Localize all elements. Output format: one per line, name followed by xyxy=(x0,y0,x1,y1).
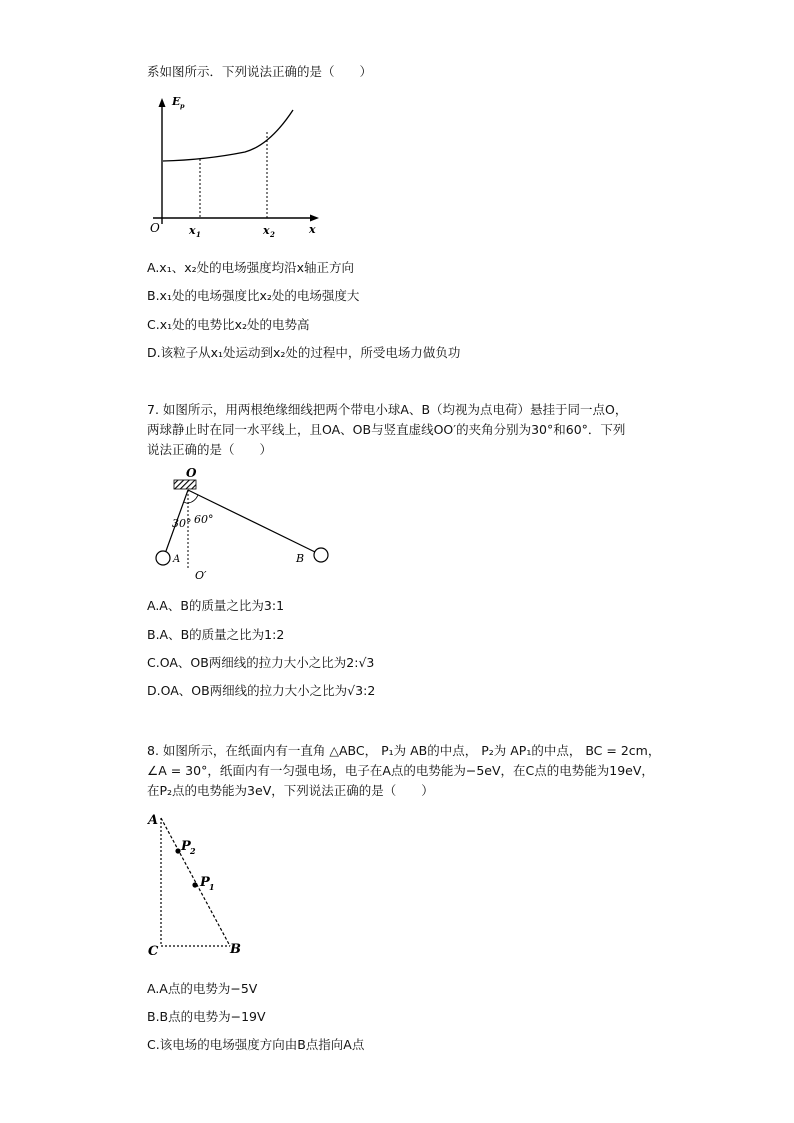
q7-option-b: B.A、B的质量之比为1:2 xyxy=(147,627,285,642)
label-a: A xyxy=(148,813,159,828)
q8-option-b: B.B点的电势为−19V xyxy=(147,1009,266,1024)
q6-option-d: D.该粒子从x₁处运动到x₂处的过程中，所受电场力做负功 xyxy=(147,345,461,360)
label-b: B xyxy=(230,942,241,957)
q6-option-b: B.x₁处的电场强度比x₂处的电场强度大 xyxy=(147,288,360,303)
x1-label: x xyxy=(189,224,196,237)
x2-label-sub: 2 xyxy=(270,230,275,239)
side-ab xyxy=(161,818,230,946)
label-p2-sub: 2 xyxy=(190,846,196,856)
label-p1-sub: 1 xyxy=(209,882,215,892)
q7-option-a: A.A、B的质量之比为3:1 xyxy=(147,598,285,613)
angle-label-b: 60° xyxy=(194,513,214,526)
x-axis-label: x xyxy=(309,223,316,236)
label-o-prime: O′ xyxy=(195,569,207,582)
y-axis-arrow xyxy=(159,98,166,107)
point-p2 xyxy=(175,848,180,853)
q7-stem-line-3: 说法正确的是（ ） xyxy=(147,442,273,457)
q6-option-c: C.x₁处的电势比x₂处的电势高 xyxy=(147,317,310,332)
label-p2: P xyxy=(181,839,191,854)
q8-stem-line-2: ∠A = 30°，纸面内有一匀强电场，电子在A点的电势能为−5eV，在C点的电势能为19eV， xyxy=(147,763,654,778)
x1-label-sub: 1 xyxy=(196,230,201,239)
q7-stem-line-1: 7. 如图所示，用两根绝缘细线把两个带电小球A、B（均视为点电荷）悬挂于同一点O， xyxy=(147,402,628,417)
q7-option-d: D.OA、OB两细线的拉力大小之比为√3:2 xyxy=(147,683,376,698)
origin-label: O xyxy=(150,221,160,235)
q6-stem-tail: 系如图所示．下列说法正确的是（ ） xyxy=(147,64,373,79)
label-a: A xyxy=(173,554,181,565)
q7-stem-line-2: 两球静止时在同一水平线上，且OA、OB与竖直虚线OO′的夹角分别为30°和60°．下列 xyxy=(147,422,626,437)
ceiling-support xyxy=(174,480,196,489)
q8-triangle-figure xyxy=(143,808,253,960)
q7-hanging-balls-figure xyxy=(150,462,335,587)
angle-label-a: 30° xyxy=(172,517,192,530)
q8-option-c: C.该电场的电场强度方向由B点指向A点 xyxy=(147,1037,365,1052)
q8-stem-line-3: 在P₂点的电势能为3eV，下列说法正确的是（ ） xyxy=(147,783,434,798)
y-axis-label: E xyxy=(172,95,181,108)
energy-curve xyxy=(163,110,293,161)
y-axis-label-sub: p xyxy=(180,102,185,110)
q8-stem-line-1: 8. 如图所示，在纸面内有一直角 △ABC， P₁为 AB的中点， P₂为 AP₁的中点， BC = 2cm， xyxy=(147,743,661,758)
point-p1 xyxy=(192,882,197,887)
angle-arc-b xyxy=(188,495,198,503)
q6-energy-graph xyxy=(145,92,330,242)
x-axis-arrow xyxy=(310,215,319,222)
ball-a xyxy=(156,551,170,565)
q7-option-c: C.OA、OB两细线的拉力大小之比为2:√3 xyxy=(147,655,375,670)
label-b: B xyxy=(296,552,305,565)
x2-label: x xyxy=(263,224,270,237)
q6-option-a: A.x₁、x₂处的电场强度均沿x轴正方向 xyxy=(147,260,355,275)
label-p1: P xyxy=(200,875,210,890)
label-c: C xyxy=(148,944,159,959)
q8-option-a: A.A点的电势为−5V xyxy=(147,981,258,996)
ball-b xyxy=(314,548,328,562)
label-o: O xyxy=(186,466,197,480)
